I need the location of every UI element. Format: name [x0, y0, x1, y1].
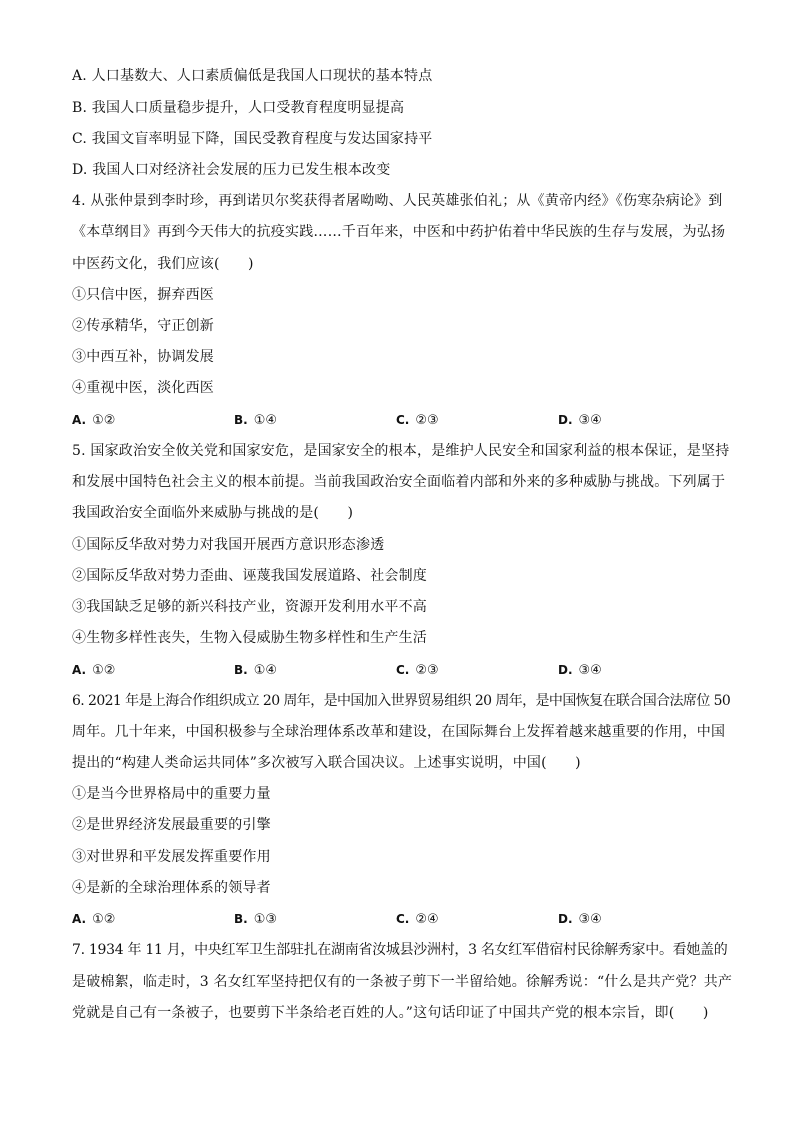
q4-stem-line: 《本草纲目》再到今天伟大的抗疫实践……千百年来，中医和中药护佑着中华民族的生存与发展，为弘扬	[72, 224, 726, 240]
q5-choice-c[interactable]	[396, 660, 439, 681]
option-a-line: A. 人口基数大、人口素质偏低是我国人口现状的基本特点	[72, 68, 433, 84]
q5-choices	[72, 660, 732, 680]
choice-value: ①②	[92, 912, 116, 927]
choice-value: ③④	[578, 663, 602, 678]
q5-stem-line: 和发展中国特色社会主义的根本前提。当前我国政治安全面临着内部和外来的多种威胁与挑战。下列属于	[72, 474, 726, 490]
q5-item: ③我国缺乏足够的新兴科技产业，资源开发利用水平不高	[72, 599, 427, 615]
q5-stem-line: 我国政治安全面临外来威胁与挑战的是( )	[72, 505, 354, 521]
choice-key: D.	[558, 912, 573, 926]
choice-value: ①④	[253, 413, 278, 428]
q5-stem-line: 5. 国家政治安全攸关党和国家安危，是国家安全的根本，是维护人民安全和国家利益的根本保证，是坚持	[72, 443, 730, 459]
choice-key: B.	[234, 912, 248, 926]
choice-value: ①②	[92, 413, 116, 428]
choice-key: C.	[396, 912, 410, 926]
q4-choices	[72, 410, 732, 430]
choice-value: ①③	[253, 912, 278, 927]
q4-choice-c[interactable]	[396, 410, 439, 431]
q4-item: ③中西互补，协调发展	[72, 349, 214, 365]
q4-choice-a[interactable]	[72, 410, 115, 431]
choice-key: A.	[72, 912, 87, 926]
q5-choice-a[interactable]	[72, 660, 115, 681]
q6-choices	[72, 909, 732, 929]
choice-value: ②③	[415, 663, 439, 678]
q4-stem-line: 中医药文化，我们应该( )	[72, 256, 254, 272]
q6-item: ①是当今世界格局中的重要力量	[72, 786, 271, 802]
q6-item: ②是世界经济发展最重要的引擎	[72, 817, 271, 833]
choice-key: B.	[234, 413, 248, 427]
option-b-line: B. 我国人口质量稳步提升，人口受教育程度明显提高	[72, 100, 405, 116]
q7-stem-line: 党就是自己有一条被子，也要剪下半条给老百姓的人。”这句话印证了中国共产党的根本宗旨，即( )	[72, 1005, 709, 1021]
q6-choice-a[interactable]	[72, 909, 115, 930]
q4-choice-d[interactable]	[558, 410, 602, 431]
choice-key: A.	[72, 663, 87, 677]
choice-key: B.	[234, 663, 248, 677]
choice-key: D.	[558, 663, 573, 677]
choice-key: D.	[558, 413, 573, 427]
q7-stem-line: 7. 1934 年 11 月，中央红军卫生部驻扎在湖南省汝城县沙洲村，3 名女红军借宿村民徐解秀家中。看她盖的	[72, 942, 728, 958]
q7-stem-line: 是破棉絮，临走时，3 名女红军坚持把仅有的一条被子剪下一半留给她。徐解秀说：“什么是共产党？共产	[72, 974, 733, 990]
choice-value: ①④	[253, 663, 278, 678]
q6-choice-b[interactable]	[234, 909, 277, 930]
q5-choice-b[interactable]	[234, 660, 277, 681]
choice-value: ③④	[578, 912, 602, 927]
q4-choice-b[interactable]	[234, 410, 277, 431]
q5-item: ②国际反华敌对势力歪曲、诬蔑我国发展道路、社会制度	[72, 568, 427, 584]
q6-choice-c[interactable]	[396, 909, 439, 930]
choice-key: C.	[396, 413, 410, 427]
choice-value: ①②	[92, 663, 116, 678]
q5-item: ④生物多样性丧失，生物入侵威胁生物多样性和生产生活	[72, 630, 427, 646]
option-c-line: C. 我国文盲率明显下降，国民受教育程度与发达国家持平	[72, 131, 433, 147]
q6-stem-line: 提出的“构建人类命运共同体”多次被写入联合国决议。上述事实说明，中国( )	[72, 755, 581, 771]
q5-choice-d[interactable]	[558, 660, 602, 681]
q4-stem-line: 4. 从张仲景到李时珍，再到诺贝尔奖获得者屠呦呦、人民英雄张伯礼；从《黄帝内经》《伤寒杂病论》到	[72, 193, 723, 209]
choice-key: C.	[396, 663, 410, 677]
q6-stem-line: 6. 2021 年是上海合作组织成立 20 周年，是中国加入世界贸易组织 20 周年，是中国恢复在联合国合法席位 50	[72, 693, 731, 709]
q6-choice-d[interactable]	[558, 909, 602, 930]
q6-stem-line: 周年。几十年来，中国积极参与全球治理体系改革和建设，在国际舞台上发挥着越来越重要的作用，中国	[72, 724, 726, 740]
q5-item: ①国际反华敌对势力对我国开展西方意识形态渗透	[72, 537, 385, 553]
choice-value: ③④	[578, 413, 602, 428]
q6-item: ③对世界和平发展发挥重要作用	[72, 849, 271, 865]
q4-item: ④重视中医，淡化西医	[72, 380, 214, 396]
q6-item: ④是新的全球治理体系的领导者	[72, 880, 271, 896]
q4-item: ①只信中医，摒弃西医	[72, 287, 214, 303]
choice-value: ②④	[415, 912, 439, 927]
option-d-line: D. 我国人口对经济社会发展的压力已发生根本改变	[72, 162, 391, 178]
q4-item: ②传承精华，守正创新	[72, 318, 214, 334]
choice-key: A.	[72, 413, 87, 427]
choice-value: ②③	[415, 413, 439, 428]
